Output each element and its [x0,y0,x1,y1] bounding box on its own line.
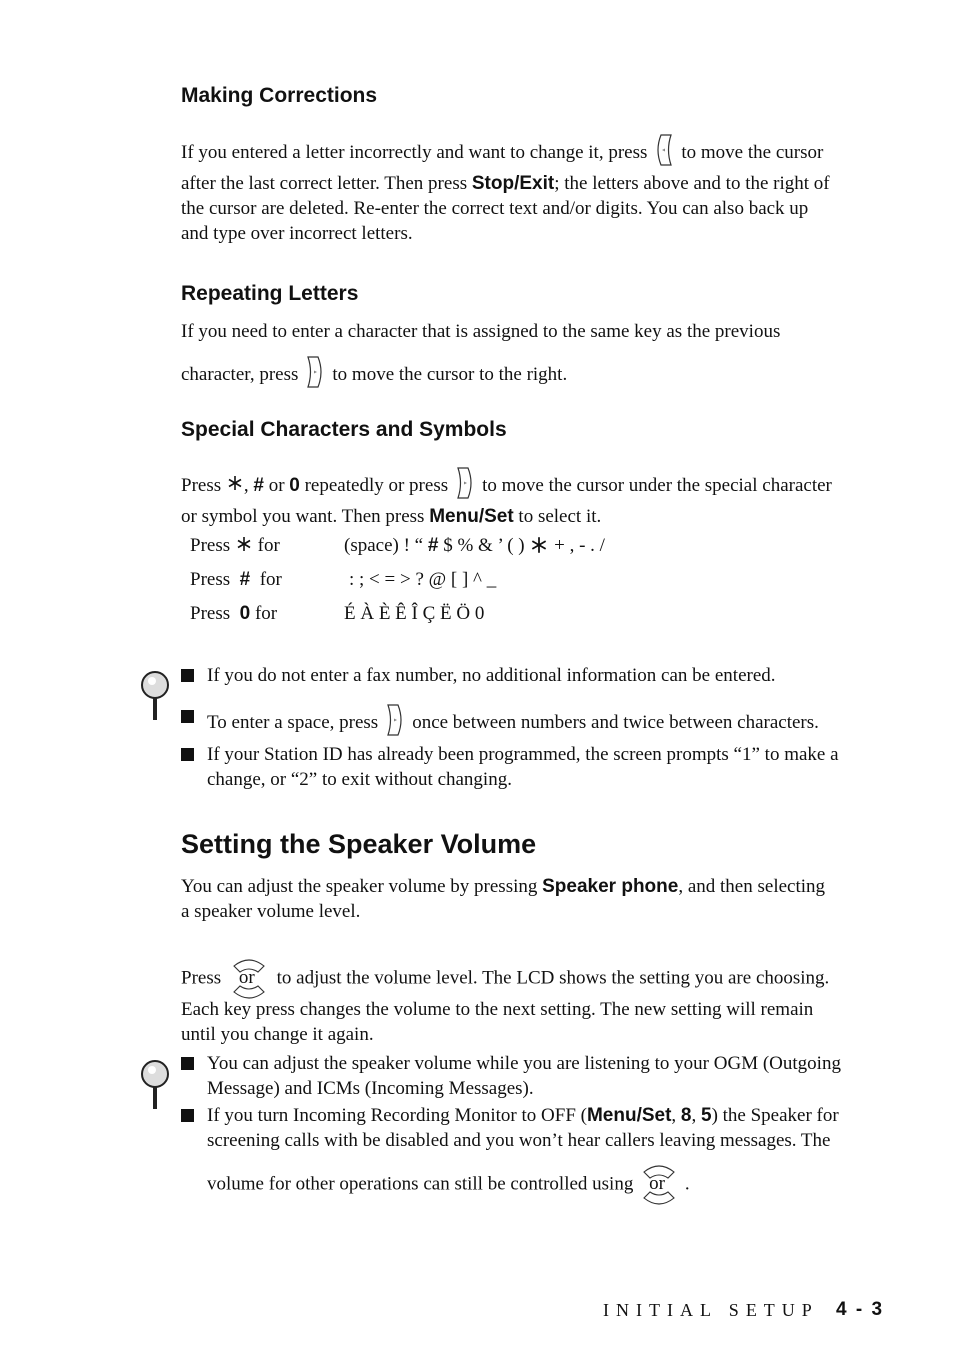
text: or [649,1173,665,1194]
magnifier-note-icon [139,1057,173,1116]
text: To enter a space, press [207,711,379,733]
text: to adjust the volume level. The LCD shows the setting you are choosing. [276,967,830,989]
text: or [268,474,285,496]
text: Press [181,474,222,496]
text: $ % & ’ ( ) [443,535,525,556]
text: or [238,967,255,988]
hash-symbol: # [427,535,439,556]
text: after the last correct letter. Then press [181,173,468,194]
paragraph-volume-line3: Each key press changes the volume to the next setting. The new setting will remain [181,999,814,1020]
text: É À È Ê Î Ç Ë Ö 0 [344,603,485,624]
magnifier-note-icon [139,668,173,727]
text: Press [190,535,231,556]
text: (space) ! “ [344,535,424,556]
paragraph-special-line1: Press , # or 0 repeatedly or press to move the cursor under the special character [181,467,876,506]
paragraph-corrections-line3: the cursor are deleted. Re-enter the correct text and/or digits. You can also back up [181,198,809,219]
star-key-icon [226,474,244,499]
text: Message) and ICMs (Incoming Messages). [207,1078,534,1099]
text: to move the cursor to the right. [332,363,568,385]
text: for [257,535,280,556]
star-key-icon [235,535,253,559]
text: You can adjust the speaker volume while you are listening to your OGM (Outgoing [207,1053,841,1074]
text: Press [190,569,231,590]
text: If you entered a letter incorrectly and want to change it, press [181,141,648,163]
menu-set-key-label: Menu/Set [586,1105,672,1126]
text: for [254,603,278,624]
right-arrow-key-icon [384,704,406,743]
left-arrow-key-icon [653,134,675,173]
paragraph-volume-line4: until you change it again. [181,1024,374,1045]
footer-section-title: INITIAL SETUP [603,1300,819,1320]
page-number: 4 - 3 [836,1299,885,1320]
text: volume for other operations can still be controlled using [207,1173,634,1195]
text: If your Station ID has already been programmed, the screen prompts “1” to make a change, or “2” to exit without changing. [207,744,839,790]
paragraph-corrections-line1 [181,134,876,173]
hash-key-label: # [253,474,264,496]
text: ) the Speaker for [711,1105,839,1126]
text: to move the cursor [681,141,824,163]
up-down-key-icon [230,956,268,1002]
text: Press [190,603,231,624]
heading-making-corrections: Making Corrections [181,84,378,107]
text: to select it. [518,506,602,527]
note-item-1 [181,663,876,688]
text: ; the letters above and to the right of [554,173,830,194]
zero-key-label: 0 [239,603,251,624]
digit-key-label: 5 [701,1105,712,1126]
text: character, press [181,363,299,385]
text: : ; < = > ? @ [ ] ^ _ [349,569,497,590]
paragraph-volume-press [181,956,876,1002]
paragraph-volume-line2: a speaker volume level. [181,901,361,922]
up-down-key-icon [640,1162,678,1208]
text: screening calls with be disabled and you won’t hear callers leaving messages. The [207,1130,831,1151]
heading-special-characters: Special Characters and Symbols [181,418,507,441]
note2-item-2: If you turn Incoming Recording Monitor to OFF (Menu/Set, 8, 5) the Speaker for screening calls with be disabled and you won’t hear callers leaving messages. The [181,1103,876,1153]
text: or symbol you want. Then press [181,506,425,527]
stop-exit-key-label: Stop/Exit [471,173,555,194]
heading-repeating-letters: Repeating Letters [181,282,359,305]
note-item-3 [181,742,876,792]
hash-key-label: # [239,569,251,590]
paragraph-volume-line1 [181,874,876,899]
text: repeatedly or press [304,474,449,496]
text: If you do not enter a fax number, no additional information can be entered. [207,665,776,686]
note-item-2 [181,704,876,743]
paragraph-special-line2 [181,504,876,529]
text: for [259,569,282,590]
digit-key-label: 8 [680,1105,692,1126]
paragraph-corrections-line2 [181,171,876,196]
text: once between numbers and twice between characters. [412,711,819,733]
menu-set-key-label: Menu/Set [429,506,514,527]
paragraph-corrections-line4: and type over incorrect letters. [181,223,413,244]
text: If you turn Incoming Recording Monitor to OFF ( [207,1105,587,1126]
star-key-icon [529,535,549,561]
text: + , - . / [554,535,605,556]
text: You can adjust the speaker volume by pressing [181,876,538,897]
paragraph-repeating-line2 [181,356,876,395]
zero-key-label: 0 [289,474,300,496]
paragraph-repeating-line1: If you need to enter a character that is assigned to the same key as the previous [181,321,781,342]
note2-item-2-cont: volume for other operations can still be controlled using or . [181,1162,876,1208]
speaker-phone-key-label: Speaker phone [542,876,679,897]
right-arrow-key-icon [304,356,326,395]
right-arrow-key-icon [454,467,476,506]
text: , and then selecting [678,876,826,897]
heading-speaker-volume: Setting the Speaker Volume [181,829,537,859]
note2-item-1 [181,1051,876,1101]
text: to move the cursor under the special character [482,474,832,496]
text: Press [181,967,222,989]
